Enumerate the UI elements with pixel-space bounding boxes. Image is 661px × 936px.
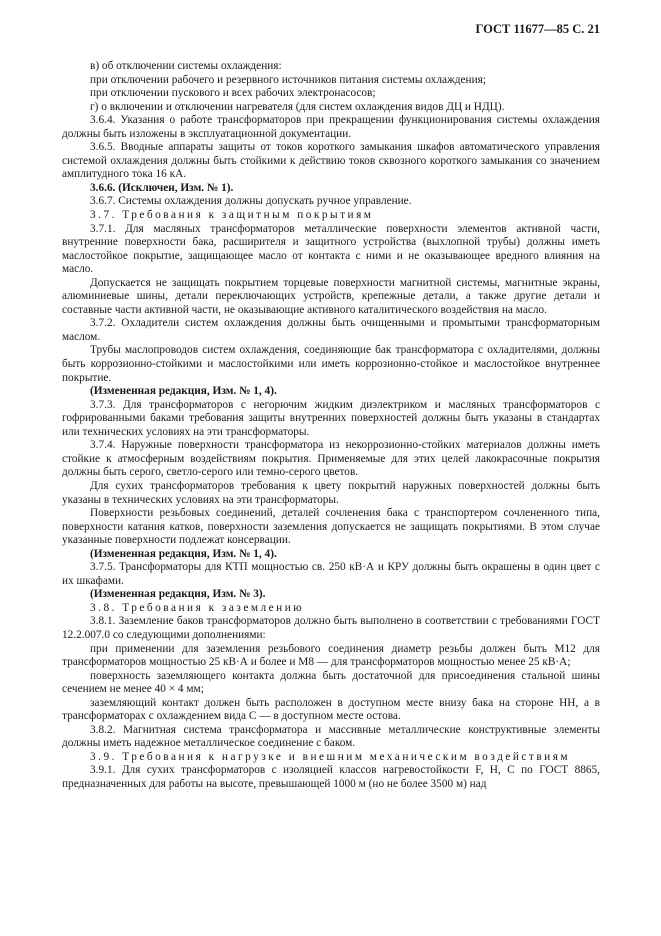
paragraph: 3.9.1. Для сухих трансформаторов с изоляцией классов нагревостойкости F, Н, С по ГОСТ 8865, предназначенных для работы на высоте, превышающей 1000 м (но не более 3500 м) над bbox=[62, 764, 600, 790]
paragraph: Для сухих трансформаторов требования к цвету покрытий наружных поверхностей должны быть указаны в технических условиях на эти трансформаторы. bbox=[62, 479, 600, 506]
section-heading: 3.8. Требования к заземлению bbox=[90, 601, 305, 614]
paragraph: 3.7.5. Трансформаторы для КТП мощностью св. 250 кВ·А и КРУ должны быть окрашены в один цвет с их шкафами. bbox=[62, 561, 600, 587]
paragraph: 3.7.1. Для масляных трансформаторов металлические поверхности элементов активной части, внутренние поверхности бака, расширителя и защитного устройства (выхлопной трубы) должны иметь маслостойкое покрытие, защищающее масло от контакта с ними и не оказывающее вредного влияния на масло. bbox=[62, 222, 600, 276]
amendment-note: (Измененная редакция, Изм. № 1, 4). bbox=[90, 385, 277, 398]
section-heading: 3.7. Требования к защитным покрытиям bbox=[90, 209, 374, 222]
paragraph: 3.7.4. Наружные поверхности трансформатора из некоррозионно-стойких материалов должны иметь стойкие к атмосферным воздействиям покрытия. Применяемые для этих целей лакокрасочные покрытия должны быть серого, светло-серого или темно-серого цветов. bbox=[62, 439, 600, 479]
document-page bbox=[62, 22, 600, 792]
paragraph: Допускается не защищать покрытием торцевые поверхности магнитной системы, магнитные экраны, алюминиевые шины, детали переключающих устройств, крепежные детали, а также другие детали и составные части активной части, не оказывающие активного каталитического воздействия на масло. bbox=[62, 276, 600, 316]
page-header: ГОСТ 11677—85 С. 21 bbox=[475, 22, 600, 36]
section-heading: 3.9. Требования к нагрузке и внешним механическим воздействиям bbox=[90, 750, 571, 763]
amendment-note: (Измененная редакция, Изм. № 1, 4). bbox=[90, 547, 277, 560]
paragraph: 3.8.2. Магнитная система трансформатора и массивные металлические конструктивные элементы должны иметь надежное металлическое соединение с баком. bbox=[62, 723, 600, 750]
paragraph: при отключении рабочего и резервного источников питания системы охлаждения; bbox=[90, 73, 486, 86]
paragraph: поверхность заземляющего контакта должна быть достаточной для присоединения стальной шины сечением не менее 40 × 4 мм; bbox=[62, 669, 600, 696]
paragraph: г) о включении и отключении нагревателя (для систем охлаждения видов ДЦ и НДЦ). bbox=[90, 100, 505, 113]
paragraph: заземляющий контакт должен быть расположен в доступном месте внизу бака на стороне НН, а в трансформаторах с охлаждением вида С — в доступном месте остова. bbox=[62, 696, 600, 723]
paragraph: 3.7.3. Для трансформаторов с негорючим жидким диэлектриком и масляных трансформаторов с гофрированными баками требования защиты внутренних поверхностей должны быть указаны в стандартах или технических условиях на эти трансформаторы. bbox=[62, 398, 600, 438]
paragraph: 3.8.1. Заземление баков трансформаторов должно быть выполнено в соответствии с требованиями ГОСТ 12.2.007.0 со следующими дополнениями: bbox=[62, 615, 600, 641]
paragraph: Поверхности резьбовых соединений, деталей сочленения бака с транспортером сочлененного типа, поверхности катания катков, поверхности заземления допускается не защищать покрытиями. В этом случае указанные поверхности подлежат консервации. bbox=[62, 507, 600, 547]
paragraph: при отключении пускового и всех рабочих электронасосов; bbox=[90, 87, 376, 100]
paragraph: в) об отключении системы охлаждения: bbox=[90, 60, 282, 72]
paragraph: 3.6.5. Вводные аппараты защиты от токов короткого замыкания шкафов автоматического управления системой охлаждения должны быть стойкими к действию токов сквозного короткого замыкания со значением амплитудного тока 16 кА. bbox=[62, 141, 600, 181]
paragraph: 3.7.2. Охладители систем охлаждения должны быть очищенными и промытыми трансформаторным маслом. bbox=[62, 317, 600, 343]
amendment-note: (Измененная редакция, Изм. № 3). bbox=[90, 588, 266, 601]
document-body bbox=[62, 60, 600, 792]
paragraph: 3.6.4. Указания о работе трансформаторов при прекращении функционирования системы охлаждения должны быть изложены в эксплуатационной документации. bbox=[62, 114, 600, 140]
paragraph: 3.6.7. Системы охлаждения должны допускать ручное управление. bbox=[90, 195, 412, 208]
amendment-note: 3.6.6. (Исключен, Изм. № 1). bbox=[90, 181, 234, 194]
paragraph: Трубы маслопроводов систем охлаждения, соединяющие бак трансформатора с охладителями, должны быть коррозионно-стойкими и маслостойкими или иметь коррозионно-стойкое и маслостойкое внутреннее покрытие. bbox=[62, 344, 600, 384]
paragraph: при применении для заземления резьбового соединения диаметр резьбы должен быть М12 для трансформаторов мощностью 25 кВ·А и более и М8 — для трансформаторов мощностью менее 25 кВ·А; bbox=[62, 642, 600, 669]
